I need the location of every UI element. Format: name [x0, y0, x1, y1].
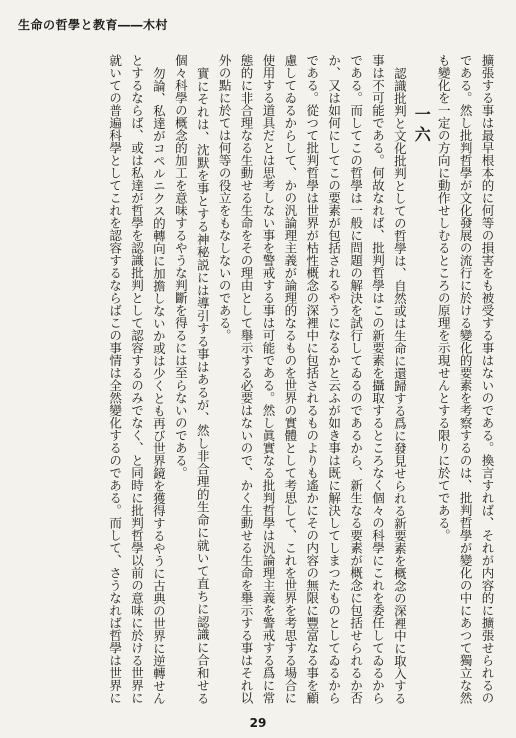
paragraph: 實にそれは、沈默を事とする神秘説には導引する事はあるが、然し非合理的生命に就いて直ちに認識に合和せる個々科學の概念的加工を意味するやうな判斷を得るには至らないのである。 [173, 54, 211, 704]
vertical-body-text [16, 54, 498, 704]
section-number: 一六 [412, 106, 432, 146]
paragraph: 認識批判と文化批判としての哲學は、自然或は生命に還歸する爲に發見せられる新要素を概念の深裡中に取入する事は不可能である。何故なれば、批判哲學はこの新要素を攝取するところなく個々の科學にこれを委任してゐるからである。而してこの哲學は一般に問題の解決を試行してゐるのであるから、新生なる要素が概念に包括せられるか否か、又は如何にしてこの要素が包括されるやうになるかと云ふが如き事は既に解決してしまつたものとしてゐるからである。從つて批判哲學は世界が枯性概念の深裡中に包括されるものよりも遙かにその内容の無限に豐富なる事を顧慮してゐるからして、かの汎論理主義が論理的なるものを世界の實體として考思して、これを世界を考思する場合に使用する道具だとは思考しない事を警戒する事は可能である。然し眞實なる批判哲學は汎論理主義を警戒する爲に常態的に非合理なる生動せる生命をその理由として舉示する必要はないので、かく生動せる生命を舉示する事はそれ以外の點に於ては何等の役立をもなしないのである。 [217, 54, 408, 704]
paragraph: 勿論、私達がコペルニクス的轉向に加擔しないか或は少くとも再び世界鏡を獲得するやうに古典の世界に逆轉せんとするならば、或は私達が哲學を認識批判として認容するのみでなく、と同時に批判哲學以前の意味に於ける世界に就いての普遍科學としてこれを認容するならばこの事情は全然變化するのである。而して、さうなれば哲學は世界に [107, 54, 167, 704]
running-header: 生命の哲學と教育――木村 [18, 18, 169, 32]
paragraph: 擴張する事は最早根本的に何等の損害をも被受する事はないのである。換言すれば、それが内容的に擴張せられるのである。然し批判哲學が文化發展の流行に於ける變化的要素を考察するのは、批判哲學が變化の中にあつて獨立な然も變化を一定の方向に動作せしむるところの原理を示現せんとする限りに於てである。 [436, 54, 495, 704]
page-number: 29 [249, 716, 267, 730]
